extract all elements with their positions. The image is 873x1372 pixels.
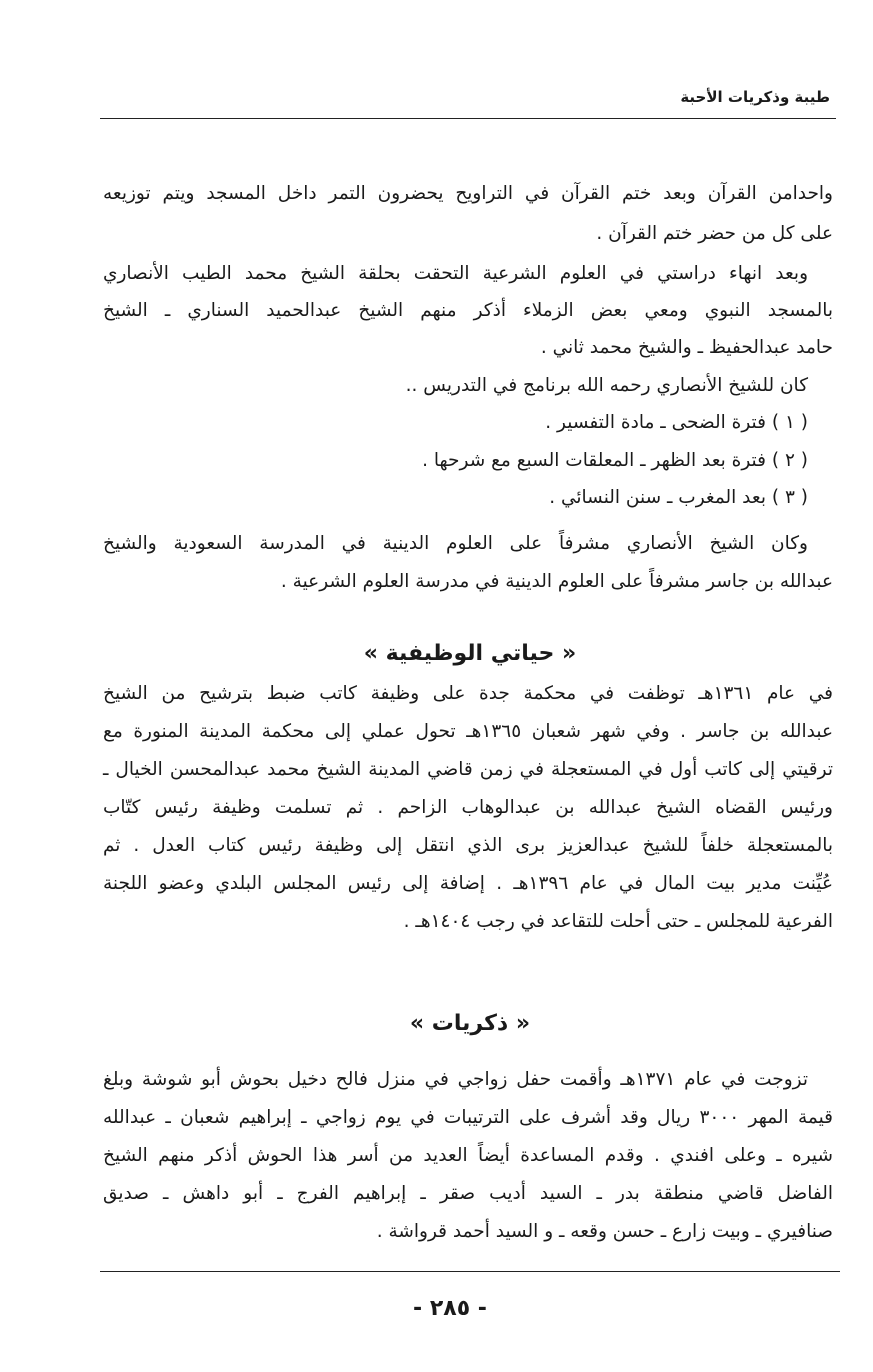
footer-rule bbox=[100, 1271, 840, 1272]
text-line: ورئيس القضاه الشيخ عبدالله بن عبدالوهاب الزاحم . ثم تسلمت وظيفة رئيس كتّاب bbox=[103, 797, 833, 818]
text-line: في عام ١٣٦١هـ توظفت في محكمة جدة على وظيفة كاتب ضبط بترشيح من الشيخ bbox=[103, 683, 834, 704]
text-line: وبعد انهاء دراستي في العلوم الشرعية التحقت بحلقة الشيخ محمد الطيب الأنصاري bbox=[103, 263, 808, 284]
program-item: ( ٢ ) فترة بعد الظهر ـ المعلقات السبع مع شرحها . bbox=[422, 450, 808, 471]
program-intro: كان للشيخ الأنصاري رحمه الله برنامج في التدريس .. bbox=[405, 375, 808, 396]
text-line: شيره ـ وعلى افندي . وقدم المساعدة أيضاً العديد من أسر هذا الحوش أذكر منهم الشيخ bbox=[103, 1145, 833, 1166]
text-line: حامد عبدالحفيظ ـ والشيخ محمد ثاني . bbox=[540, 337, 833, 358]
text-line: واحدامن القرآن وبعد ختم القرآن في التراويح يحضرون التمر داخل المسجد ويتم توزيعه bbox=[103, 183, 833, 204]
header-rule bbox=[100, 118, 836, 119]
text-line: بالمستعجلة خلفاً للشيخ عبدالعزيز برى الذي انتقل إلى وظيفة رئيس كتاب العدل . ثم bbox=[103, 835, 833, 856]
text-line: عبدالله بن جاسر . وفي شهر شعبان ١٣٦٥هـ تحول عملي إلى محكمة المدينة المنورة مع bbox=[103, 721, 833, 742]
text-line: الفرعية للمجلس ـ حتى أحلت للتقاعد في رجب ١٤٠٤هـ . bbox=[403, 911, 833, 932]
text-line: وكان الشيخ الأنصاري مشرفاً على العلوم الدينية في المدرسة السعودية والشيخ bbox=[103, 533, 808, 554]
text-line: تزوجت في عام ١٣٧١هـ وأقمت حفل زواجي في منزل فالح دخيل بحوش أبو شوشة وبلغ bbox=[103, 1069, 808, 1090]
section-heading-memories: « ذكريات » bbox=[409, 1011, 531, 1036]
running-head: طيبة وذكريات الأحبة bbox=[680, 88, 830, 106]
section-heading-career: « حياتي الوظيفية » bbox=[363, 641, 577, 666]
page-number: - ٢٨٥ - bbox=[413, 1296, 487, 1321]
text-line: على كل من حضر ختم القرآن . bbox=[596, 223, 833, 244]
program-item: ( ٣ ) بعد المغرب ـ سنن النسائي . bbox=[549, 487, 808, 508]
text-line: الفاضل قاضي منطقة بدر ـ السيد أديب صقر ـ إبراهيم الفرج ـ أبو داهش ـ صديق bbox=[103, 1183, 833, 1204]
text-line: قيمة المهر ٣٠٠٠ ريال وقد أشرف على الترتيبات في يوم زواجي ـ إبراهيم شعبان ـ عبدالله bbox=[103, 1107, 833, 1128]
text-line: عبدالله بن جاسر مشرفاً على العلوم الدينية في مدرسة العلوم الشرعية . bbox=[280, 571, 833, 592]
program-item: ( ١ ) فترة الضحى ـ مادة التفسير . bbox=[545, 412, 808, 433]
text-line: صنافيري ـ وبيت زارع ـ حسن وقعه ـ و السيد أحمد قرواشة . bbox=[376, 1221, 833, 1242]
text-line: عُيِّنت مدير بيت المال في عام ١٣٩٦هـ . إضافة إلى رئيس المجلس البلدي وعضو اللجنة bbox=[103, 873, 833, 894]
text-line: ترقيتي إلى كاتب أول في المستعجلة في زمن قاضي المدينة الشيخ محمد عبدالمحسن الخيال ـ bbox=[103, 759, 833, 780]
text-line: بالمسجد النبوي ومعي بعض الزملاء أذكر منهم الشيخ عبدالحميد السناري ـ الشيخ bbox=[103, 300, 833, 321]
